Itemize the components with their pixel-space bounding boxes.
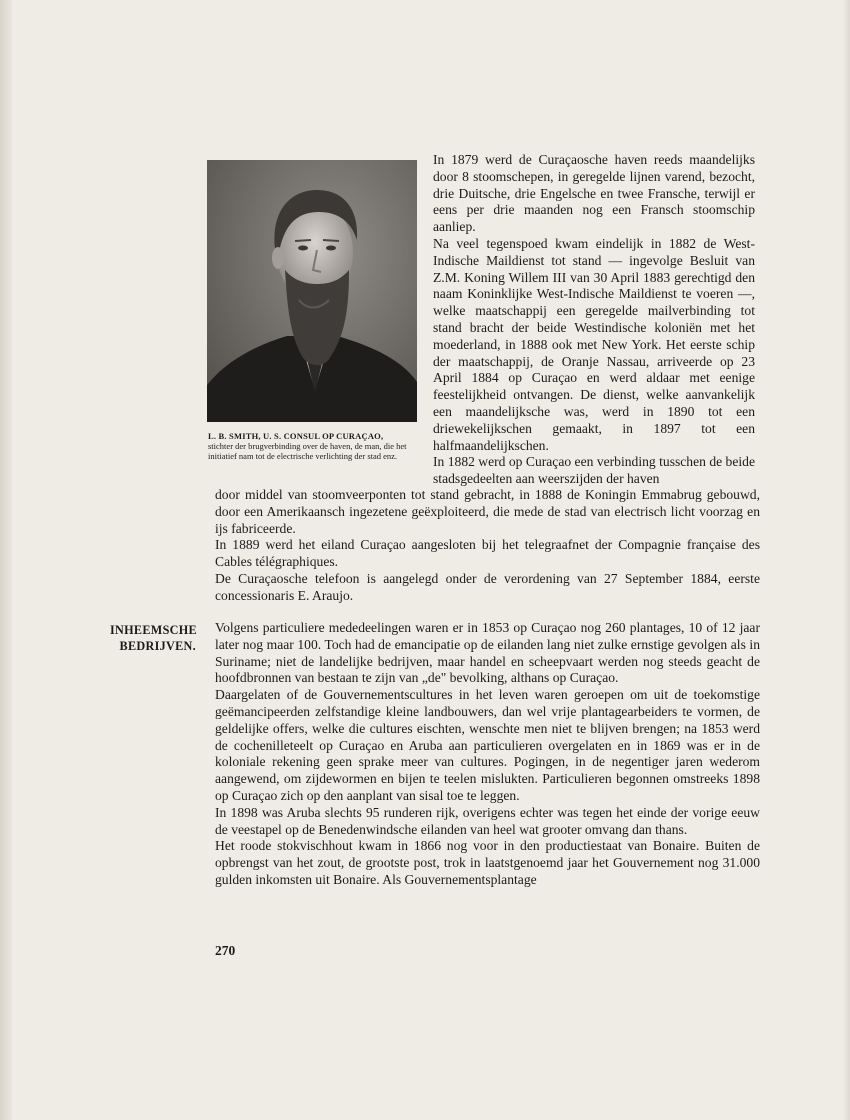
section-heading (110, 622, 196, 654)
paragraph: Na veel tegenspoed kwam eindelijk in 1882 de West-Indische Maildienst tot stand — ingevolge Besluit van Z.M. Koning Willem III van 30 April 1883 gerechtigd den naam Koninklijke West-Indische Maildienst te voeren —, welke maatschappij een geregelde mailverbinding tot stand bracht der beide Westindische koloniën met het moederland, in 1888 ook met New York. Het eerste schip der maatschappij, de Oranje Nassau, arriveerde op 23 April 1884 op Curaçao en werd aldaar met eenige feestelijkheid ontvangen. De dienst, welke aanvankelijk een maandelijksche was, werd in 1890 tot een driewekelijkschen gemaakt, in 1897 tot een halfmaandelijkschen. (433, 235, 755, 453)
section-heading-line-2: BEDRIJVEN. (119, 639, 196, 653)
paragraph: In 1879 werd de Curaçaosche haven reeds maandelijks door 8 stoomschepen, in geregelde lijnen varend, bezocht, drie Duitsche, drie Engelsche en twee Fransche, terwijl er eens per drie maanden nog een Fransch stoomschip aanliep. (433, 152, 755, 235)
page-number: 270 (215, 943, 236, 958)
paragraph: In 1898 was Aruba slechts 95 runderen rijk, overigens echter was tegen het einde der vorige eeuw de veestapel op de Benedenwindsche eilanden van heel wat grooter omvang dan thans. (215, 804, 760, 837)
portrait-photo (207, 160, 417, 422)
full-width-text-1 (215, 487, 760, 605)
portrait-icon (207, 160, 417, 422)
paragraph: door middel van stoomveerponten tot stand gebracht, in 1888 de Koningin Emmabrug gebouwd, door een Amerikaansch ingezetene geëxploiteerd, die mede de stad van electrisch licht voorzag en ijs fabriceerde. (215, 487, 760, 536)
paragraph: In 1889 werd het eiland Curaçao aangesloten bij het telegraafnet der Compagnie française des Cables télégraphiques. (215, 537, 760, 570)
photo-caption (208, 431, 422, 461)
paragraph: Daargelaten of de Gouvernementscultures in het leven waren geroepen om uit de toekomstige geëmancipeerden zelfstandige kleine landbouwers, dan wel vrije plantagearbeiders te vormen, de geldelijke offers, welke die cultures eischten, wenschte men niet te blijven brengen; na 1853 werd de cochenilleteelt op Curaçao en Aruba aan particulieren overgelaten en in 1869 was er in de koloniale rekening geen sprake meer van cultures. Pogingen, in de negentiger jaren wederom aangewend, om zijdewormen en bijen te teelen mislukten. Particulieren begonnen omstreeks 1898 op Curaçao zich op den aanplant van sisal toe te leggen. (215, 687, 760, 803)
paragraph: Het roode stokvischhout kwam in 1866 nog voor in den productiestaat van Bonaire. Buiten de opbrengst van het zout, de grootste post, trok in laatstgenoemd jaar het Gouvernement nog 31.000 gulden inkomsten uit Bonaire. Als Gouvernementsplantage (215, 838, 760, 887)
caption-text: stichter der brugverbinding over de haven, de man, die het initiatief nam tot de electrische verlichting der stad enz. (208, 441, 407, 461)
section-heading-line-1: INHEEMSCHE (110, 623, 197, 637)
paragraph: In 1882 werd op Curaçao een verbinding tusschen de beide stadsgedeelten aan weerszijden der haven (433, 454, 755, 487)
page-right-edge (842, 0, 850, 1120)
paragraph: Volgens particuliere mededeelingen waren er in 1853 op Curaçao nog 260 plantages, 10 of 12 jaar later nog maar 100. Toch had de emancipatie op de eilanden lang niet zulke ernstige gevolgen als in Suriname; niet de landelijke bedrijven, maar handel en scheepvaart werden nog steeds geacht de hoofdbronnen van bestaan te zijn van „de" bevolking, althans op Curaçao. (215, 620, 760, 686)
right-column-text (433, 152, 755, 488)
page-binding-edge (0, 0, 12, 1120)
full-width-text-2 (215, 620, 760, 889)
paragraph: De Curaçaosche telefoon is aangelegd onder de verordening van 27 September 1884, eerste concessionaris E. Araujo. (215, 570, 760, 603)
caption-title: L. B. SMITH, U. S. CONSUL OP CURAÇAO, (208, 431, 384, 441)
